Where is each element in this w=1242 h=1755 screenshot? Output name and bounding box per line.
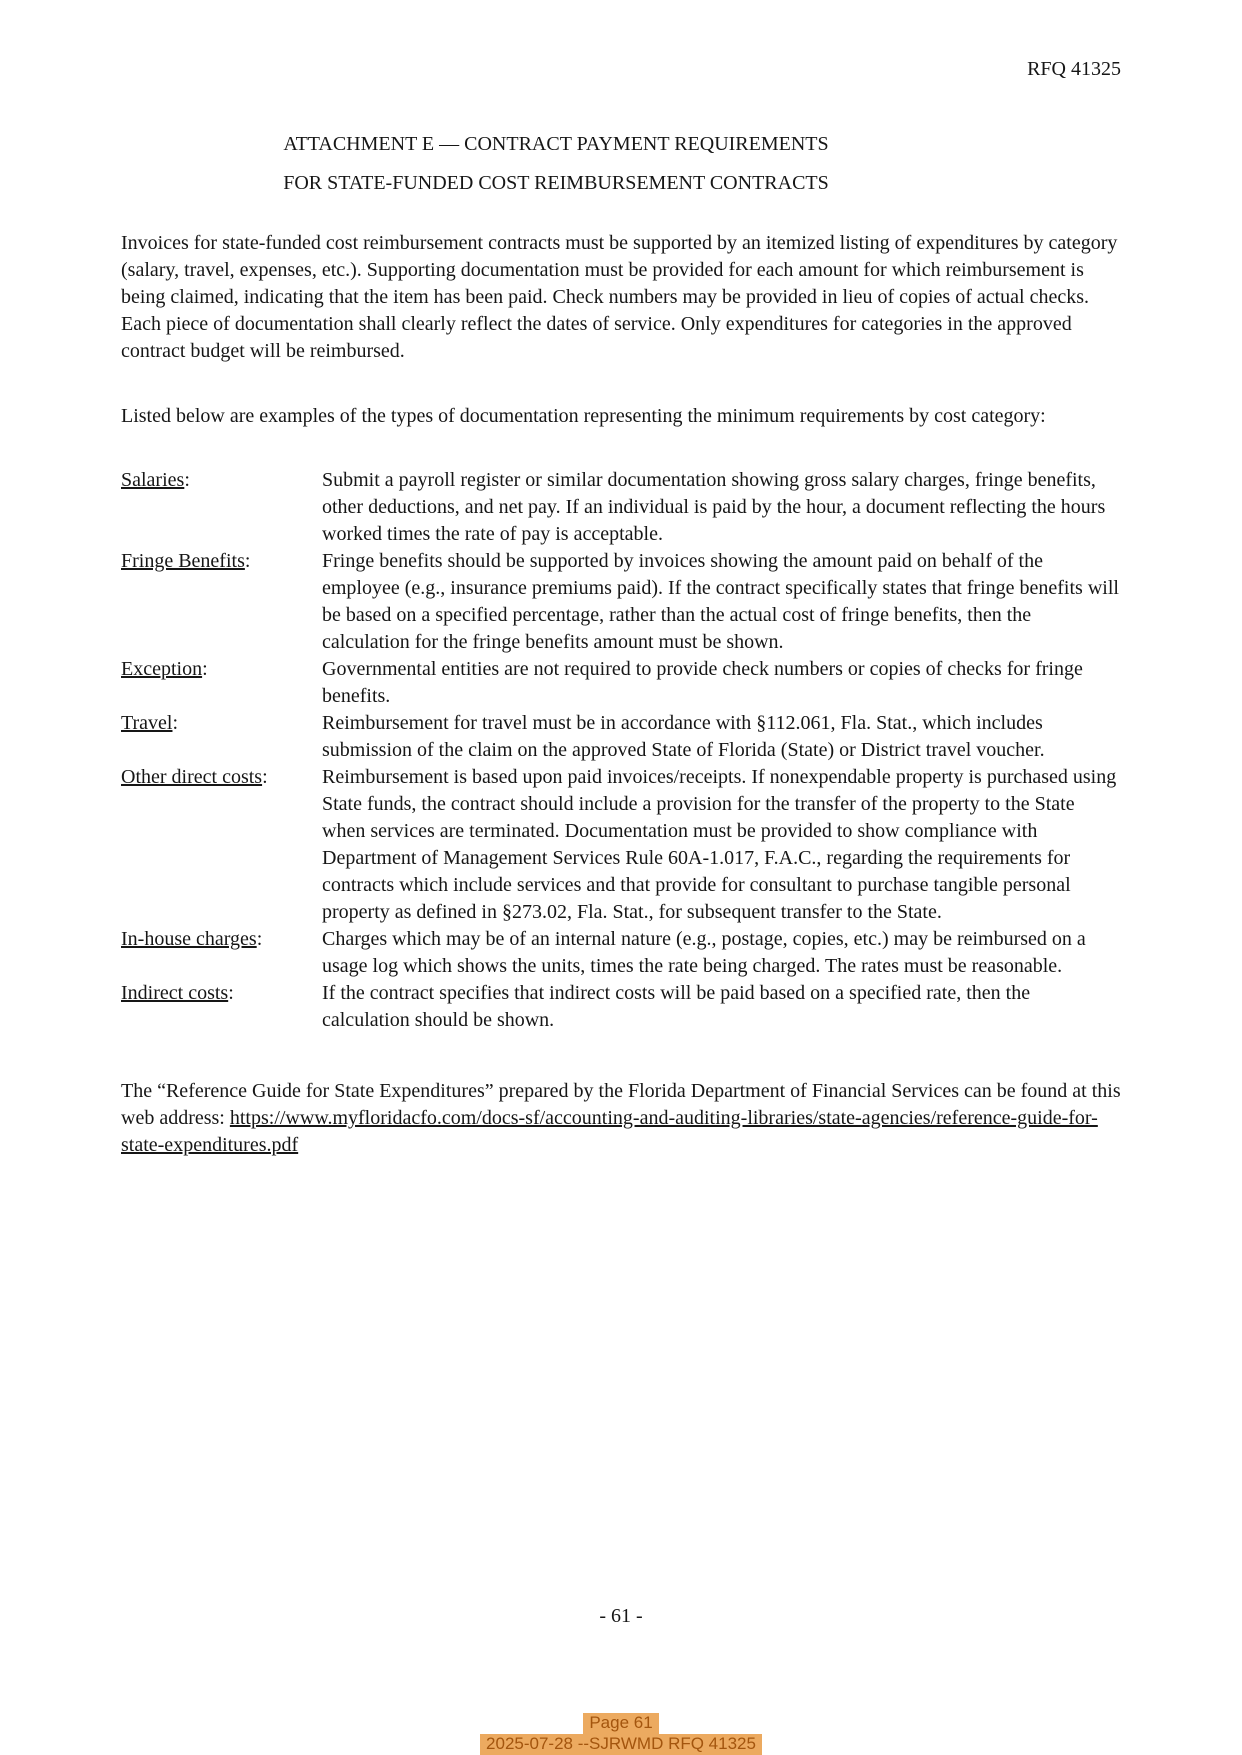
closing-text: The “Reference Guide for State Expenditures” prepared by the Florida Department of Financial Services can be found at this web address: [121, 1080, 1121, 1129]
list-item [121, 764, 1121, 926]
term-label: Salaries [121, 469, 185, 491]
list-item [121, 656, 1121, 710]
stamp-page-line [0, 1713, 1242, 1734]
term-cell [121, 548, 322, 575]
list-item [121, 710, 1121, 764]
term-cell [121, 980, 322, 1007]
doc-ref: RFQ 41325 [1027, 58, 1121, 80]
term-description: If the contract specifies that indirect costs will be paid based on a specified rate, then the calculation should be shown. [322, 982, 1031, 1031]
term-description: Reimbursement is based upon paid invoices/receipts. If nonexpendable property is purchased using State funds, the contract should include a provision for the transfer of the property to the State when services are terminated. Documentation must be provided to show compliance with Department of Management Services Rule 60A-1.017, F.A.C., regarding the requirements for contracts which include services and that provide for consultant to purchase tangible personal property as defined in §273.02, Fla. Stat., for subsequent transfer to the State. [322, 766, 1117, 923]
term-colon: : [228, 982, 234, 1004]
term-cell [121, 710, 322, 737]
list-item [121, 926, 1121, 980]
listing-intro-paragraph: Listed below are examples of the types of documentation representing the minimum requirements by cost category: [121, 405, 1046, 427]
term-description: Governmental entities are not required to provide check numbers or copies of checks for fringe benefits. [322, 658, 1083, 707]
term-cell [121, 467, 322, 494]
term-colon: : [202, 658, 208, 680]
term-label: Travel [121, 712, 173, 734]
cost-category-list [121, 467, 1121, 1034]
list-item [121, 980, 1121, 1034]
term-colon: : [184, 469, 190, 491]
term-description: Submit a payroll register or similar documentation showing gross salary charges, fringe benefits, other deductions, and net pay. If an individual is paid by the hour, a document reflecting the hours worked times the rate of pay is acceptable. [322, 469, 1106, 545]
term-description: Fringe benefits should be supported by invoices showing the amount paid on behalf of the employee (e.g., insurance premiums paid). If the contract specifically states that fringe benefits will be based on a specified percentage, rather than the actual cost of fringe benefits, then the calculation for the fringe benefits amount must be shown. [322, 550, 1119, 653]
page-number: - 61 - [599, 1605, 643, 1627]
term-colon: : [262, 766, 268, 788]
stamp-date-text: 2025-07-28 --SJRWMD RFQ 41325 [480, 1734, 762, 1755]
term-label: Other direct costs [121, 766, 263, 788]
closing-paragraph [121, 1078, 1121, 1159]
reference-guide-link[interactable]: https://www.myfloridacfo.com/docs-sf/accounting-and-auditing-libraries/state-agencies/reference-guide-for-state-expenditures.pdf [121, 1107, 1098, 1156]
bates-stamp [0, 1713, 1242, 1755]
term-label: In-house charges [121, 928, 257, 950]
term-colon: : [244, 550, 251, 572]
doc-title-line1: ATTACHMENT E — CONTRACT PAYMENT REQUIREMENTS [283, 133, 829, 155]
stamp-page-text: Page 61 [583, 1713, 658, 1734]
term-colon: : [256, 928, 263, 950]
list-item [121, 467, 1121, 548]
term-label: Indirect costs [121, 982, 229, 1004]
term-label: Exception [121, 658, 203, 680]
term-colon: : [172, 712, 179, 734]
list-item [121, 548, 1121, 656]
term-description: Reimbursement for travel must be in accordance with §112.061, Fla. Stat., which includes submission of the claim on the approved State of Florida (State) or District travel voucher. [322, 712, 1045, 761]
term-cell [121, 926, 322, 953]
doc-title [121, 131, 1121, 197]
stamp-date-line [0, 1734, 1242, 1755]
doc-title-line2: FOR STATE-FUNDED COST REIMBURSEMENT CONTRACTS [283, 172, 829, 194]
intro-paragraph: Invoices for state-funded cost reimbursement contracts must be supported by an itemized listing of expenditures by category (salary, travel, expenses, etc.). Supporting documentation must be provided for each amount for which reimbursement is being claimed, indicating that the item has been paid. Check numbers may be provided in lieu of copies of actual checks. Each piece of documentation shall clearly reflect the dates of service. Only expenditures for categories in the approved contract budget will be reimbursed. [121, 232, 1118, 362]
term-label: Fringe Benefits [121, 550, 245, 572]
term-cell [121, 764, 322, 791]
term-description: Charges which may be of an internal nature (e.g., postage, copies, etc.) may be reimbursed on a usage log which shows the units, times the rate being charged. The rates must be reasonable. [322, 928, 1086, 977]
term-cell [121, 656, 322, 683]
